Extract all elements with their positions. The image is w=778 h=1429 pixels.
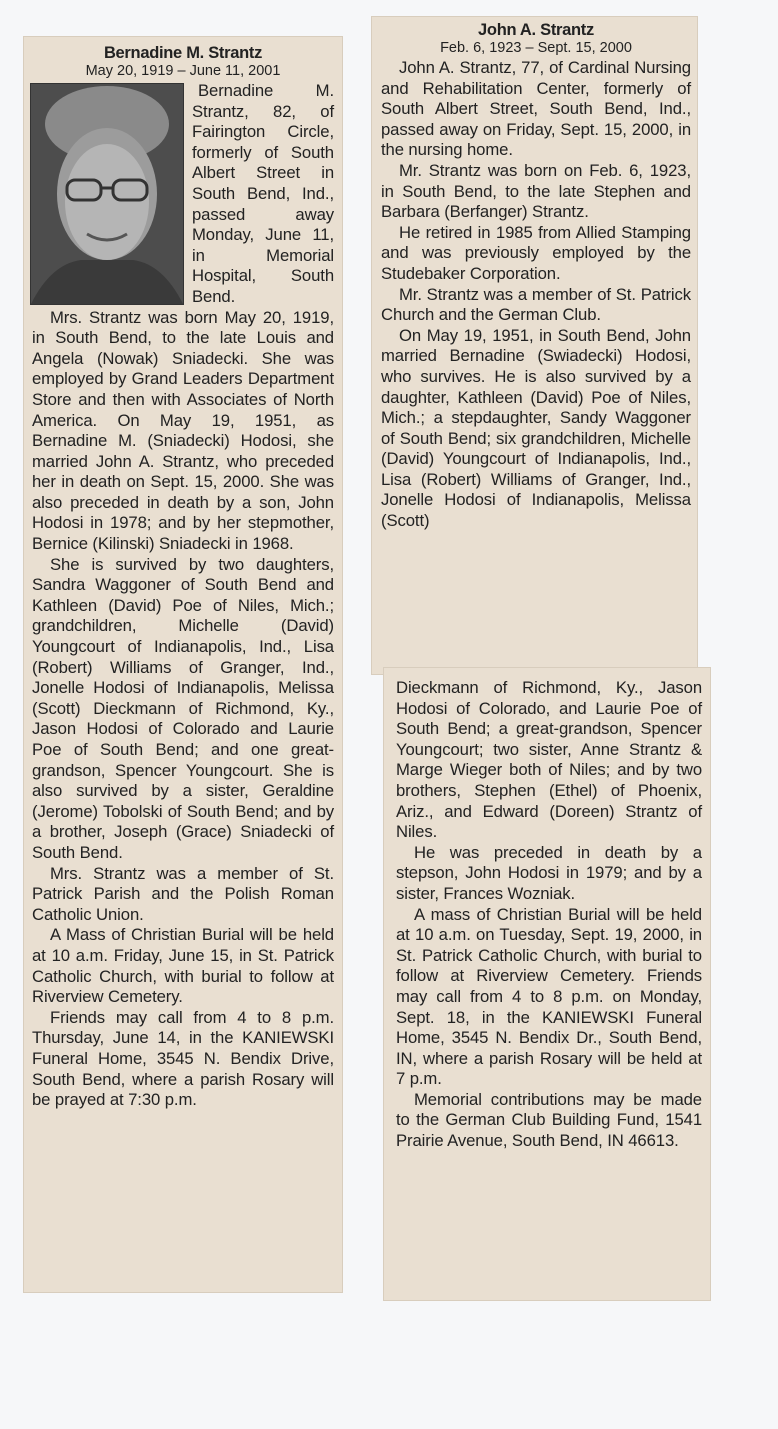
obituary-body-bernadine bbox=[32, 44, 334, 1111]
obituary-paragraph: A mass of Christian Burial will be held at 10 a.m. on Tuesday, Sept. 19, 2000, in St. Patrick Catholic Church, with burial to follow at Riverview Cemetery. Friends may call from 4 to 8 p.m. on Monday, Sept. 18, in the KANIEWSKI Funeral Home, 3545 N. Bendix Dr., South Bend, IN, where a parish Rosary will be held at 7 p.m. bbox=[396, 904, 702, 1089]
obituary-name: John A. Strantz bbox=[478, 21, 594, 39]
obituary-paragraph: On May 19, 1951, in South Bend, John married Bernadine (Swiadecki) Hodosi, who survives. He is also survived by a daughter, Kathleen (David) Poe of Niles, Mich.; a stepdaughter, Sandy Waggoner of South Bend; six grandchildren, Michelle (David) Youngcourt of Indianapolis, Ind., Lisa (Robert) Williams of Granger, Ind., Jonelle Hodosi of Indianapolis, Melissa (Scott) bbox=[381, 325, 691, 531]
obituary-paragraph: John A. Strantz, 77, of Cardinal Nursing and Rehabilitation Center, formerly of South Albert Street, South Bend, Ind., passed away on Friday, Sept. 15, 2000, in the nursing home. bbox=[381, 58, 691, 160]
obituary-paragraph: Mr. Strantz was a member of St. Patrick Church and the German Club. bbox=[381, 284, 691, 325]
obituary-paragraph: A Mass of Christian Burial will be held at 10 a.m. Friday, June 15, in St. Patrick Catholic Church, with burial to follow at Riverview Cemetery. bbox=[32, 925, 334, 1007]
portrait-photo bbox=[30, 83, 184, 305]
obituary-name: Bernadine M. Strantz bbox=[103, 44, 263, 62]
obituary-paragraph: Bernadine M. Strantz, 82, of Fairington Circle, formerly of South Albert Street in South Bend, Ind., passed away Monday, June 11, in Memorial Hospital, South Bend. bbox=[192, 81, 334, 306]
obituary-paragraph: Dieckmann of Richmond, Ky., Jason Hodosi of Colorado, and Laurie Poe of South Bend; a great-grandson, Spencer Youngcourt; two sister, Anne Strantz & Marge Wieger both of Niles; and by two brothers, Stephen (Ethel) of Phoenix, Ariz., and Edward (Doreen) Strantz of Niles. bbox=[396, 678, 702, 842]
obituary-paragraph: She is survived by two daughters, Sandra Waggoner of South Bend and Kathleen (David) Poe of Niles, Mich.; grandchildren, Michelle (David) Youngcourt of Indianapolis, Ind., Lisa (Robert) Williams of Granger, Ind., Jonelle Hodosi of Indianapolis, Melissa (Scott) Dieckmann of Richmond, Ky., Jason Hodosi of Colorado and Laurie Poe of South Bend; and one great-grandson, Spencer Youngcourt. She is also survived by a sister, Geraldine (Jerome) Tobolski of South Bend; and by a brother, Joseph (Grace) Sniadecki of South Bend. bbox=[32, 554, 334, 862]
obituary-paragraph: Friends may call from 4 to 8 p.m. Thursday, June 14, in the KANIEWSKI Funeral Home, 3545 N. Bendix Drive, South Bend, where a parish Rosary will be prayed at 7:30 p.m. bbox=[32, 1007, 334, 1110]
obituary-paragraph: Mr. Strantz was born on Feb. 6, 1923, in South Bend, to the late Stephen and Barbara (Berfanger) Strantz. bbox=[381, 160, 691, 222]
obituary-paragraph: Mrs. Strantz was born May 20, 1919, in South Bend, to the late Louis and Angela (Nowak) Sniadecki. She was employed by Grand Leaders Department Store and then with Associates of North America. On May 19, 1951, as Bernadine M. (Sniadecki) Hodosi, she married John A. Strantz, who preceded her in death on Sept. 15, 2000. She was also preceded in death by a son, John Hodosi in 1978; and by her stepmother, Bernice (Kilinski) Sniadecki in 1968. bbox=[32, 307, 334, 554]
obituary-clipping-bernadine bbox=[24, 37, 342, 1292]
obituary-paragraph: Memorial contributions may be made to the German Club Building Fund, 1541 Prairie Avenue, South Bend, IN 46613. bbox=[396, 1089, 702, 1151]
obituary-clipping-john-bottom bbox=[384, 668, 710, 1300]
obituary-body-john-bottom bbox=[396, 678, 702, 1152]
obituary-paragraph: Mrs. Strantz was a member of St. Patrick Parish and the Polish Roman Catholic Union. bbox=[32, 863, 334, 924]
obituary-paragraph: He retired in 1985 from Allied Stamping and was previously employed by the Studebaker Corporation. bbox=[381, 222, 691, 283]
obituary-dates: Feb. 6, 1923 – Sept. 15, 2000 bbox=[440, 40, 632, 56]
obituary-clipping-john-top bbox=[372, 17, 697, 674]
obituary-body-john-top bbox=[381, 21, 691, 532]
obituary-dates: May 20, 1919 – June 11, 2001 bbox=[85, 63, 281, 79]
obituary-paragraph: He was preceded in death by a stepson, John Hodosi in 1979; and by a sister, Frances Wozniak. bbox=[396, 842, 702, 903]
